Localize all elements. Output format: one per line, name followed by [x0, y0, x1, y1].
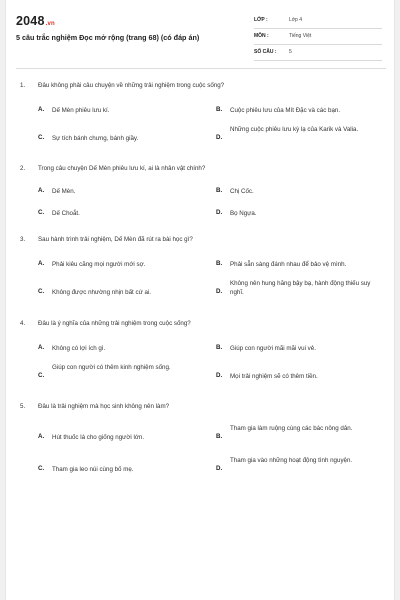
question-number: 4.: [20, 320, 26, 327]
option-letter: A.: [38, 106, 45, 113]
option-text: Dế Choắt.: [52, 210, 80, 217]
option-text: Bọ Ngựa.: [230, 210, 257, 217]
meta-count-value: 5: [289, 49, 292, 55]
question-text: [20, 165, 205, 172]
option-text: Không được nhường nhịn bất cứ ai.: [52, 289, 151, 296]
question-prompt: Đâu là trải nghiệm mà học sinh không nên làm?: [38, 403, 170, 410]
option-letter: C.: [38, 372, 45, 379]
option-text: Phải kiêu căng mọi người mới sợ.: [52, 261, 146, 268]
meta-subject-key: MÔN :: [254, 33, 269, 39]
option-letter: D.: [216, 372, 223, 379]
option-letter: A.: [38, 187, 45, 194]
option-text: Những cuộc phiêu lưu kỳ lạ của Karik và Valia.: [230, 126, 359, 133]
question-prompt: Đâu là ý nghĩa của những trải nghiệm trong cuộc sống?: [38, 320, 191, 327]
option-letter: B.: [216, 344, 223, 351]
question-prompt: Sau hành trình trải nghiệm, Dế Mèn đã rút ra bài học gì?: [38, 236, 193, 243]
question-text: [20, 403, 169, 410]
meta-subject-row: [254, 30, 382, 45]
option-letter: B.: [216, 106, 223, 113]
meta-class-value: Lớp 4: [289, 17, 303, 23]
worksheet-page: [5, 0, 395, 600]
option-letter: C.: [38, 134, 45, 141]
option-letter: D.: [216, 465, 223, 472]
header-divider: [16, 68, 386, 69]
option-text: Hút thuốc lá cho giống người lớn.: [52, 434, 145, 441]
option-letter: A.: [38, 344, 45, 351]
option-text: Tham gia làm ruộng cùng các bác nông dân.: [230, 425, 353, 432]
logo-text: 2048: [16, 14, 45, 28]
meta-count-row: [254, 46, 382, 61]
option-letter: B.: [216, 260, 223, 267]
option-text: Dế Mèn.: [52, 188, 76, 195]
option-letter: C.: [38, 209, 45, 216]
question-number: 5.: [20, 403, 26, 410]
option-letter: A.: [38, 433, 45, 440]
question-text: [20, 236, 193, 243]
option-text: Chị Cốc.: [230, 188, 254, 195]
question-prompt: Đâu không phải câu chuyện về những trải nghiệm trong cuộc sống?: [38, 82, 225, 89]
question-text: [20, 320, 191, 327]
option-letter: C.: [38, 465, 45, 472]
logo-suffix: .vn: [45, 21, 55, 27]
option-letter: D.: [216, 209, 223, 216]
worksheet-title: 5 câu trắc nghiệm Đọc mở rộng (trang 68) (có đáp án): [16, 33, 200, 42]
option-text: Sự tích bánh chưng, bánh giầy.: [52, 135, 139, 142]
option-letter: D.: [216, 134, 223, 141]
worksheet-meta: [254, 14, 382, 62]
option-text: Tham gia leo núi cùng bố mẹ.: [52, 466, 134, 473]
option-text: Giúp con người có thêm kinh nghiệm sống.: [52, 364, 171, 371]
option-text: Cuộc phiêu lưu của Mít Đặc và các bạn.: [230, 107, 341, 114]
meta-class-row: [254, 14, 382, 29]
option-letter: B.: [216, 433, 223, 440]
meta-count-key: SỐ CÂU :: [254, 49, 277, 55]
meta-subject-value: Tiếng Việt: [289, 33, 312, 39]
meta-class-key: LỚP :: [254, 17, 268, 23]
option-text: Tham gia vào những hoạt động tình nguyện.: [230, 457, 353, 464]
option-text: Dế Mèn phiêu lưu kí.: [52, 107, 110, 114]
question-prompt: Trong câu chuyện Dế Mèn phiêu lưu kí, ai là nhân vật chính?: [38, 165, 206, 172]
question-text: [20, 82, 224, 89]
site-logo[interactable]: [16, 14, 55, 28]
option-letter: D.: [216, 288, 223, 295]
option-letter: C.: [38, 288, 45, 295]
option-text: Mọi trải nghiệm sẽ có thêm tiền.: [230, 373, 318, 380]
option-text: Phải sẵn sàng đánh nhau để bảo vệ mình.: [230, 261, 347, 268]
question-number: 2.: [20, 165, 26, 172]
option-text: Không nên hung hăng bậy bạ, hành động thiếu suy nghĩ.: [230, 280, 371, 296]
worksheet-header: [16, 14, 386, 60]
question-number: 3.: [20, 236, 26, 243]
option-letter: B.: [216, 187, 223, 194]
option-text: Không có lợi ích gì.: [52, 345, 106, 352]
question-number: 1.: [20, 82, 26, 89]
option-letter: A.: [38, 260, 45, 267]
option-text: Giúp con người mãi mãi vui vẻ.: [230, 345, 316, 352]
